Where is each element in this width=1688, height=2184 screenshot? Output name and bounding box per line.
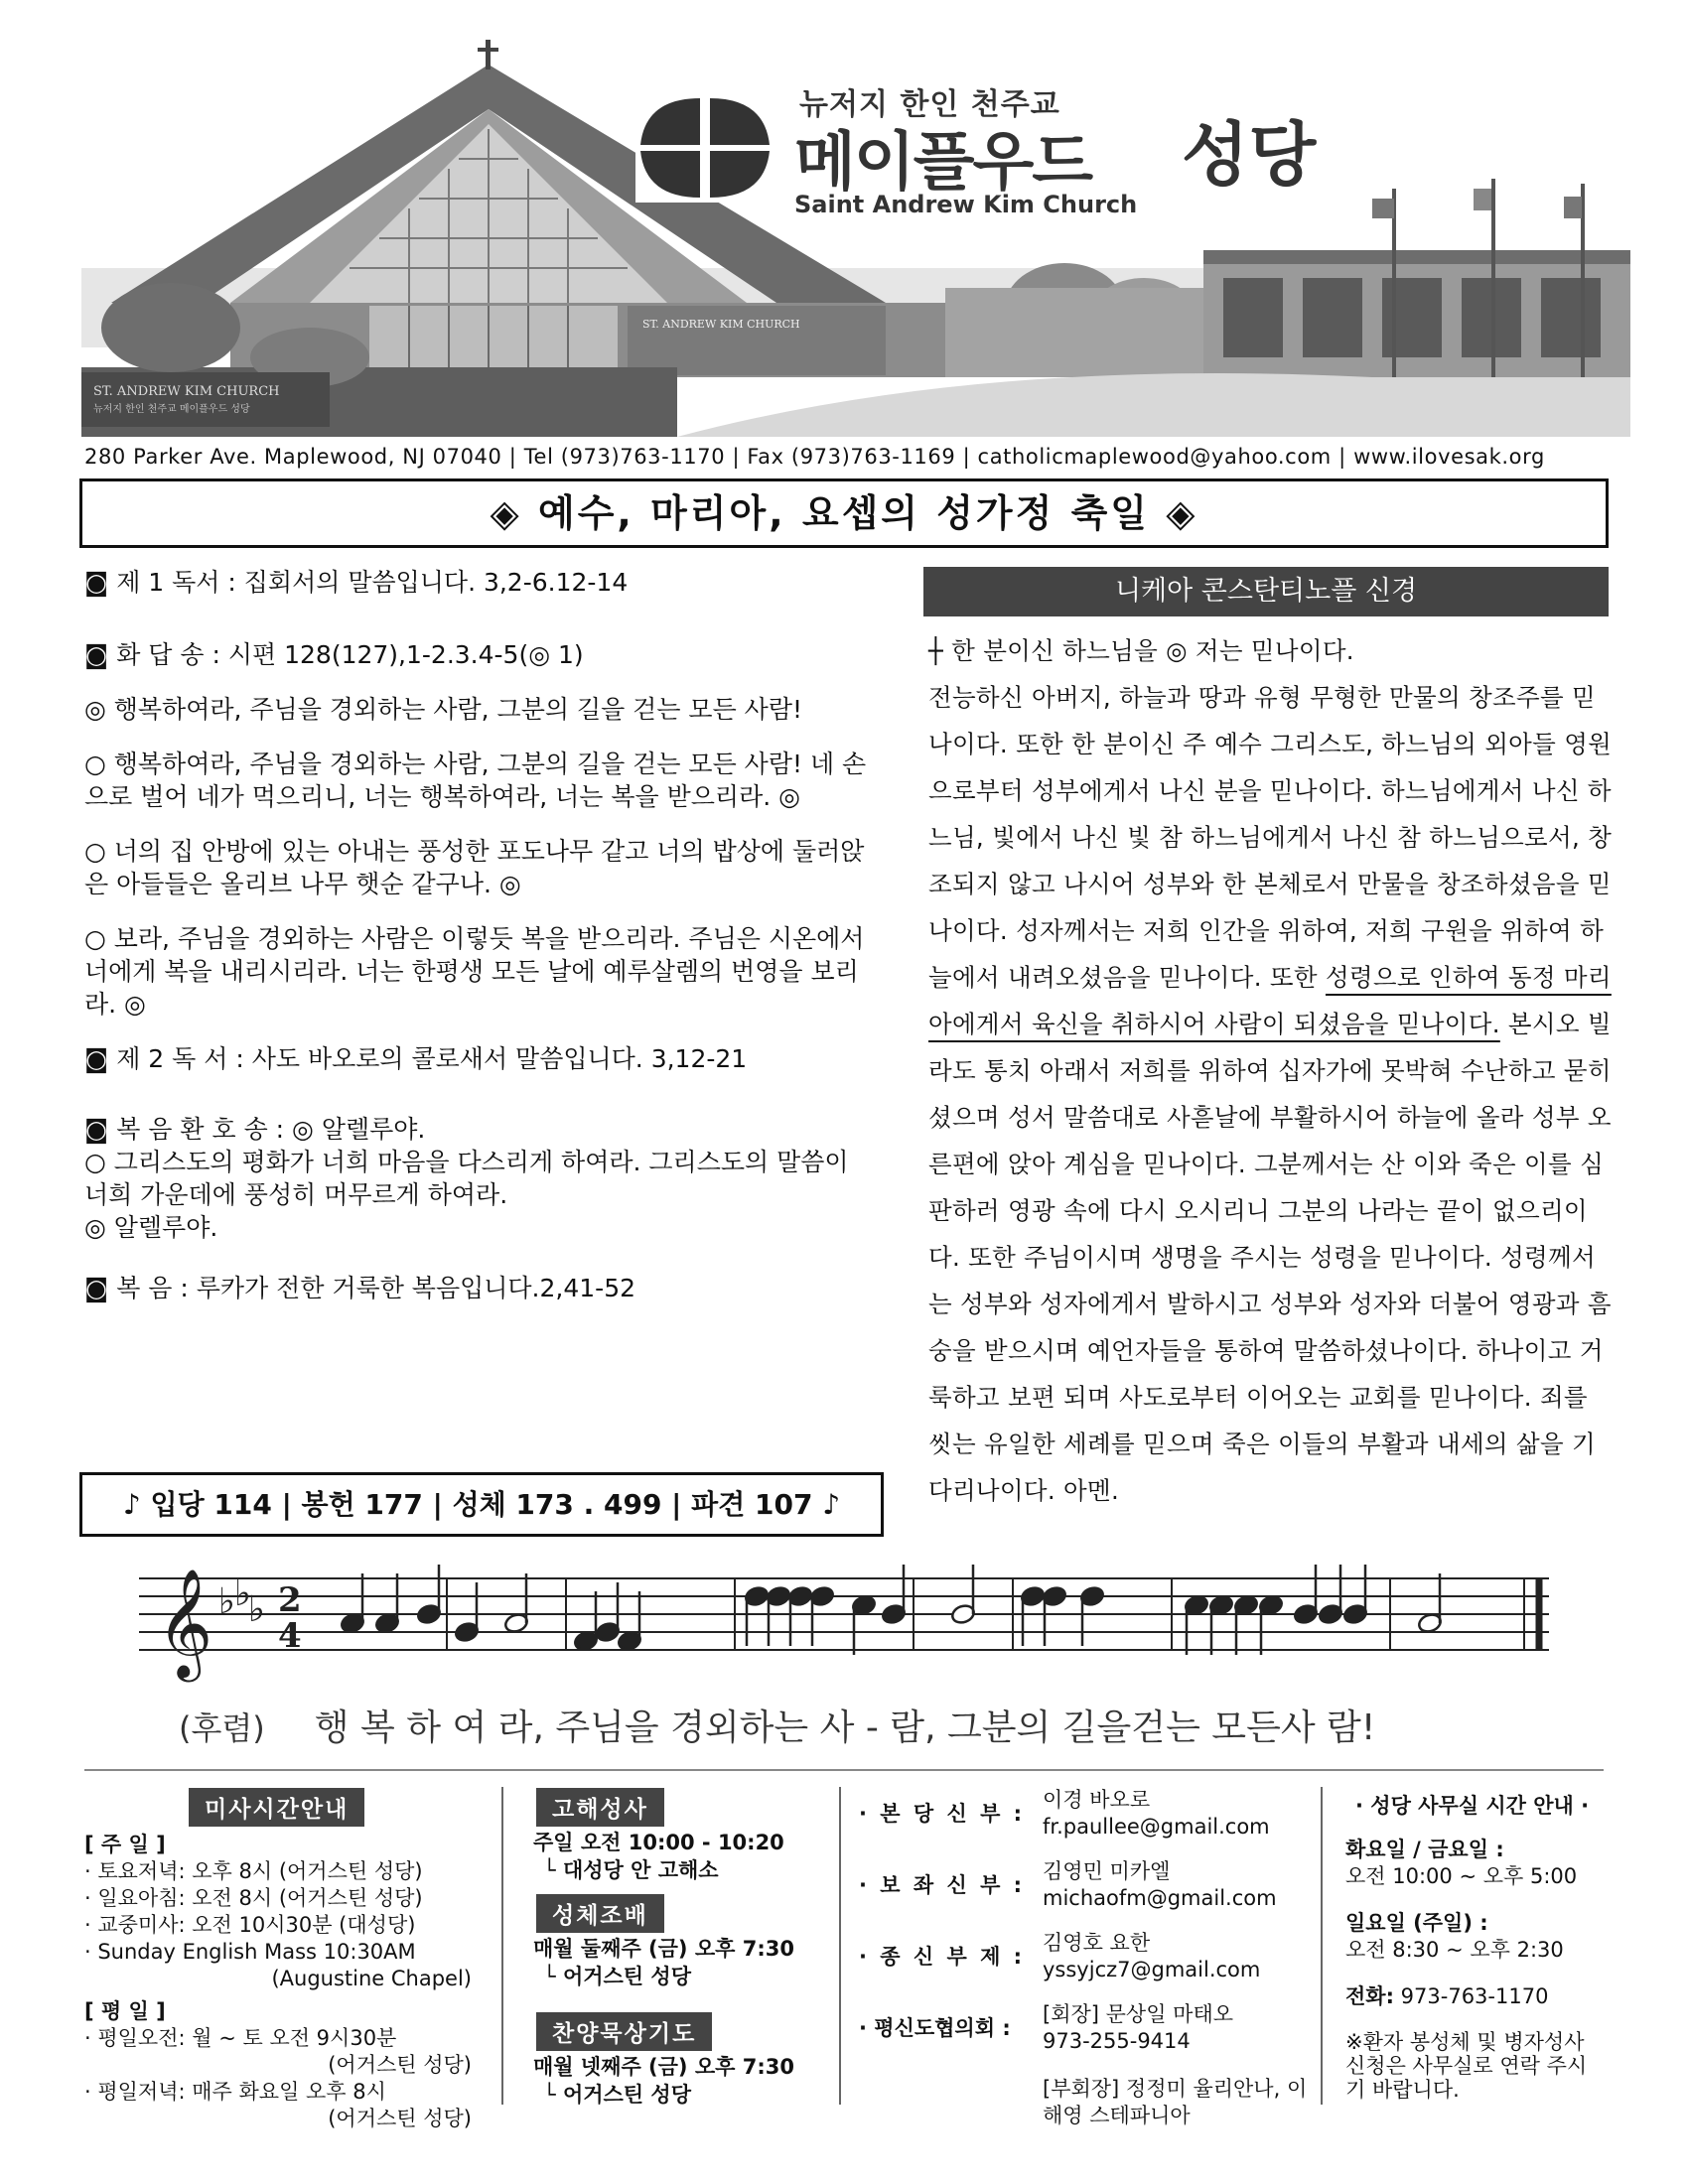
music-score bbox=[139, 1544, 1549, 1683]
deacon-email[interactable]: yssyjcz7@gmail.com bbox=[1043, 1958, 1261, 1981]
email-link[interactable]: catholicmaplewood@yahoo.com bbox=[977, 445, 1332, 469]
psalm-verse-3: ○ 보라, 주님을 경외하는 사람은 이렇듯 복을 받으리라. 주님은 시온에서 너에게 복을 내리시리라. 너는 한평생 모든 날에 예루살렘의 번영을 보리라. ◎ bbox=[84, 924, 865, 1019]
adoration-title: 성체조배 bbox=[536, 1894, 664, 1933]
church-sign-sub: 뉴저지 한인 천주교 메이플우드 성당 bbox=[93, 404, 250, 415]
contact-bar: 280 Parker Ave. Maplewood, NJ 07040 | Tel (973)763-1170 | Fax (973)763-1169 | catholicmaplewood@yahoo.com | www.ilovesak.org bbox=[84, 445, 1545, 469]
sunday-heading: [ 주 일 ] bbox=[84, 1833, 166, 1856]
gospel-acclamation: ◙ 복 음 환 호 송 : ◎ 알렐루야. bbox=[84, 1115, 426, 1144]
creed-underlined: 성령으로 인하여 동정 마리아에게서 육신을 취하시어 사람이 되셨음을 믿나이다. bbox=[928, 963, 1612, 1038]
hymn-numbers: ♪ 입당 114 | 봉헌 177 | 성체 173 . 499 | 파견 107 ♪ bbox=[79, 1472, 884, 1537]
footer-vline-1 bbox=[501, 1787, 503, 2105]
staff-deacon: · 종 신 부 제 : 김영호 요한 yssyjcz7@gmail.com bbox=[859, 1931, 1261, 1981]
psalm-response: ◎ 행복하여라, 주님을 경외하는 사람, 그분의 길을 걷는 모든 사람! bbox=[84, 695, 803, 724]
church-sign: ST. ANDREW KIM CHURCH bbox=[93, 384, 280, 399]
council-vice-chair: [부회장] 정정미 율리안나, 이해영 스테파니아 bbox=[1043, 2077, 1308, 2127]
gospel-acclamation-verse: ○ 그리스도의 평화가 너희 마음을 다스리게 하여라. 그리스도의 말씀이 너희 가운데에 풍성히 머무르게 하여라. bbox=[84, 1148, 849, 1209]
website-link[interactable]: www.ilovesak.org bbox=[1353, 445, 1545, 469]
praise-time: 매월 넷째주 (금) 오후 7:30 bbox=[533, 2055, 794, 2079]
creed-body-2: 본시오 빌라도 통치 아래서 저희를 위하여 십자가에 못박혀 수난하고 묻히셨으며 성서 말씀대로 사흗날에 부활하시어 하늘에 올라 성부 오른편에 앉아 계심을 믿나이다. 그분께서는 산 이와 죽은 이를 심판하러 영광 속에 다시 오시리니 그분의 나라는 끝이 없으리이다. 또한 주님이시며 생명을 주시는 성령을 믿나이다. 성령께서는 성부와 성자에게서 발하시고 성부와 성자와 더불어 영광과 흠숭을 받으시며 예언자들을 통하여 말씀하셨나이다. 하나이고 거룩하고 보편 되며 사도로부터 이어오는 교회를 믿나이다. 죄를 씻는 유일한 세례를 믿으며 죽은 이들의 부활과 내세의 삶을 기다리나이다. 아멘. bbox=[928, 1010, 1612, 1505]
creed-opening: ┼ 한 분이신 하느님을 ◎ 저는 믿나이다. bbox=[928, 636, 1354, 665]
time-sig-top-icon: 2 bbox=[278, 1580, 302, 1620]
mass-sunday-3: · 교중미사: 오전 10시30분 (대성당) bbox=[84, 1913, 416, 1937]
office-phone[interactable]: 973-763-1170 bbox=[1400, 1984, 1549, 2008]
confession-title: 고해성사 bbox=[536, 1788, 664, 1827]
mass-sunday-2: · 일요아침: 오전 8시 (어거스틴 성당) bbox=[84, 1886, 423, 1910]
first-reading: ◙ 제 1 독서 : 집회서의 말씀입니다. 3,2-6.12-14 bbox=[84, 568, 629, 597]
gospel-acclamation-response: ◎ 알렐루야. bbox=[84, 1213, 218, 1242]
readings-section bbox=[84, 566, 879, 1304]
associate-email[interactable]: michaofm@gmail.com bbox=[1043, 1886, 1277, 1910]
pastor-email[interactable]: fr.paullee@gmail.com bbox=[1043, 1815, 1270, 1839]
flat-icon: ♭ bbox=[248, 1589, 265, 1630]
time-sig-bottom-icon: 4 bbox=[278, 1616, 302, 1656]
confession-place: └ 대성당 안 고해소 bbox=[543, 1858, 719, 1882]
adoration-place: └ 어거스틴 성당 bbox=[543, 1965, 691, 1988]
logo-name: 메이플우드 bbox=[794, 126, 1092, 200]
mass-weekday-2: (어거스틴 성당) bbox=[328, 2053, 472, 2077]
praise-place: └ 어거스틴 성당 bbox=[543, 2083, 691, 2107]
office-title: · 성당 사무실 시간 안내 · bbox=[1355, 1794, 1590, 1818]
flat-icon: ♭ bbox=[234, 1573, 251, 1614]
address: 280 Parker Ave. Maplewood, NJ 07040 bbox=[84, 445, 502, 469]
footer-vline-2 bbox=[839, 1787, 841, 2105]
refrain-lyrics bbox=[179, 1700, 1589, 1750]
psalm-verse-1: ○ 행복하여라, 주님을 경외하는 사람, 그분의 길을 걷는 모든 사람! 네 손으로 벌어 네가 먹으리니, 너는 행복하여라, 너는 복을 받으리라. ◎ bbox=[84, 750, 867, 811]
treble-clef-icon: 𝄞 bbox=[157, 1569, 213, 1678]
mass-weekday-3: · 평일저녁: 매주 화요일 오후 8시 bbox=[84, 2080, 386, 2104]
footer-vline-3 bbox=[1321, 1787, 1323, 2105]
staff-list bbox=[859, 1787, 1316, 2129]
confession-time: 주일 오전 10:00 - 10:20 bbox=[533, 1831, 784, 1854]
mass-sunday-4: · Sunday English Mass 10:30AM bbox=[84, 1940, 416, 1964]
phone: Tel (973)763-1170 bbox=[523, 445, 726, 469]
creed-text bbox=[928, 627, 1614, 1514]
adoration-time: 매월 둘째주 (금) 오후 7:30 bbox=[533, 1937, 794, 1961]
footer-divider bbox=[84, 1769, 1604, 1771]
refrain-label: (후렴) bbox=[179, 1709, 265, 1747]
svg-text:ST. ANDREW KIM CHURCH: ST. ANDREW KIM CHURCH bbox=[642, 318, 800, 331]
feast-title: ◈ 예수, 마리아, 요셉의 성가정 축일 ◈ bbox=[79, 478, 1609, 548]
mass-sunday-1: · 토요저녁: 오후 8시 (어거스틴 성당) bbox=[84, 1859, 423, 1883]
creed-body-1: 전능하신 아버지, 하늘과 땅과 유형 무형한 만물의 창조주를 믿나이다. 또한 한 분이신 주 예수 그리스도, 하느님의 외아들 영원으로부터 성부에게서 나신 분을 믿나이다. 하느님에게서 나신 하느님, 빛에서 나신 빛 참 하느님에게서 나신 참 하느님으로서, 창조되지 않고 나시어 성부와 한 본체로서 만물을 창조하셨음을 믿나이다. 성자께서는 저희 인간을 위하여, 저희 구원을 위하여 하늘에서 내려오셨음을 믿나이다. 또한 bbox=[928, 683, 1613, 992]
staff-pastor: · 본 당 신 부 : 이경 바오로 fr.paullee@gmail.com bbox=[859, 1788, 1270, 1839]
flat-icon: ♭ bbox=[218, 1581, 235, 1622]
mass-weekday-4: (어거스틴 성당) bbox=[328, 2107, 472, 2130]
weekday-heading: [ 평 일 ] bbox=[84, 1999, 166, 2023]
fax: Fax (973)763-1169 bbox=[747, 445, 956, 469]
lyrics-text: 행 복 하 여 라, 주님을 경외하는 사 - 람, 그분의 길을걷는 모든사 람! bbox=[314, 1707, 1376, 1748]
logo-english-name: Saint Andrew Kim Church bbox=[794, 191, 1138, 218]
staff-associate: · 보 좌 신 부 : 김영민 미카엘 michaofm@gmail.com bbox=[859, 1859, 1277, 1910]
gospel: ◙ 복 음 : 루카가 전한 거룩한 복음입니다.2,41-52 bbox=[84, 1274, 636, 1302]
mass-times-title: 미사시간안내 bbox=[189, 1788, 364, 1827]
church-logo bbox=[635, 79, 1331, 228]
psalm-verse-2: ○ 너의 집 안방에 있는 아내는 풍성한 포도나무 같고 너의 밥상에 둘러앉은 아들들은 올리브 나무 햇순 같구나. ◎ bbox=[84, 837, 865, 898]
logo-name-heart: 성당 bbox=[1182, 114, 1317, 196]
responsorial-psalm: ◙ 화 답 송 : 시편 128(127),1-2.3.4-5(◎ 1) bbox=[84, 640, 584, 669]
second-reading: ◙ 제 2 독 서 : 사도 바오로의 콜로새서 말씀입니다. 3,12-21 bbox=[84, 1044, 748, 1073]
creed-title: 니케아 콘스탄티노플 신경 bbox=[923, 567, 1609, 616]
mass-times bbox=[84, 1832, 482, 2132]
mass-weekday-1: · 평일오전: 월 ~ 토 오전 9시30분 bbox=[84, 2026, 397, 2050]
office-note: ※환자 봉성체 및 병자성사 신청은 사무실로 연락 주시기 바랍니다. bbox=[1345, 2030, 1588, 2102]
mass-sunday-5: (Augustine Chapel) bbox=[271, 1967, 472, 1990]
staff-council: · 평신도협의회 : [회장] 문상일 마태오 973-255-9414 bbox=[859, 2002, 1234, 2053]
cross-emblem-icon bbox=[635, 93, 774, 203]
office-hours: 화요일 / 금요일 : 오전 10:00 ~ 오후 5:00 일요일 (주일) : 오전 8:30 ~ 오후 2:30 전화: 973-763-1170 ※환자 봉성체 및 병자성사 신청은 사무실로 연락 주시기 바랍니다. bbox=[1345, 1837, 1604, 2102]
praise-title: 찬양묵상기도 bbox=[536, 2012, 712, 2051]
logo-subtitle: 뉴저지 한인 천주교 bbox=[799, 87, 1060, 122]
